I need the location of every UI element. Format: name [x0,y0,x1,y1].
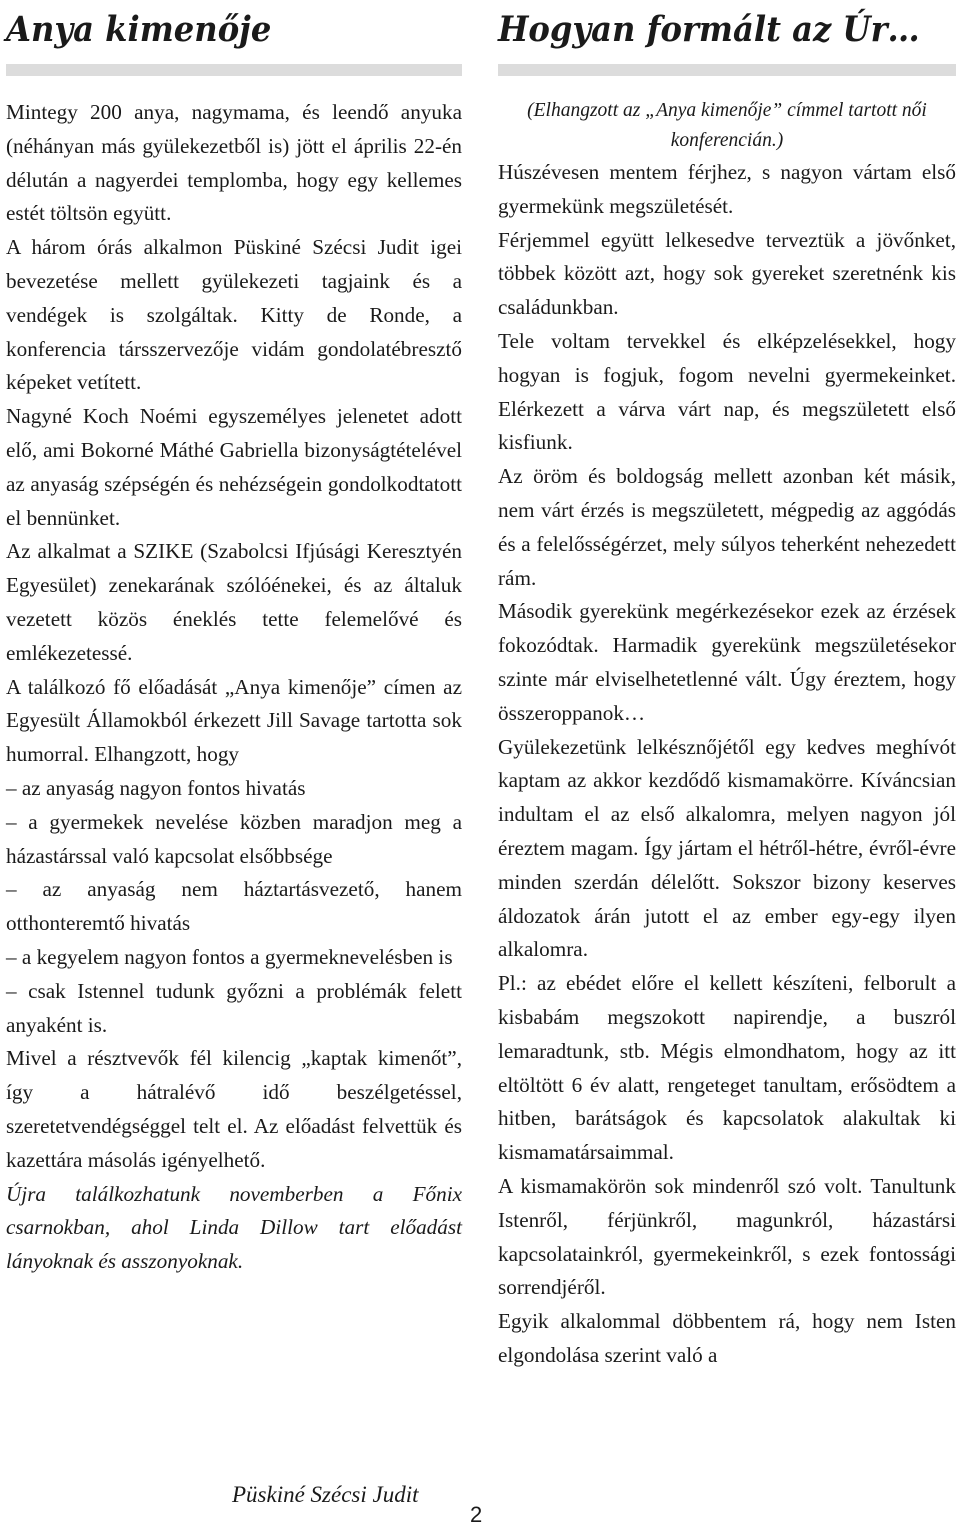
article-title: Anya kimenője [6,9,272,50]
list-item: – csak Istennel tudunk győzni a problémák felett anyaként is. [6,978,462,1037]
paragraph: Mintegy 200 anya, nagymama, és leendő anyuka (néhányan más gyülekezetből is) jött el április 22-én délután a nagyerdei templomba, hogy egy kellemes estét töltsön együtt. [6,100,462,226]
paragraph: Nagyné Koch Noémi egyszemélyes jelenetet adott elő, ami Bokorné Máthé Gabriella bizonyságtételével az anyaság szépségén és nehézségein gondolkodtatott el bennünket. [6,404,462,530]
list-item: – a gyermekek nevelése közben maradjon meg a házastárssal való kapcsolat elsőbbsége [6,809,462,868]
page-number: 2 [470,1502,483,1527]
left-article [6,0,462,1279]
paragraph: Pl.: az ebédet előre el kellett készíteni, felborult a kisbabám megszokott napirendje, a buszról lemaradtunk, stb. Mégis elmondhatom, hogy az itt eltöltött 6 év alatt, rengeteget tanultam, erősödtem a hitben, barátságok és kapcsolatok alakultak ki kismamatársaimmal. [498,971,956,1165]
paragraph: Az alkalmat a SZIKE (Szabolcsi Ifjúsági Keresztyén Egyesület) zenekarának szólóénekei, és az általuk vezetett közös éneklés tette felemelővé és emlékezetessé. [6,539,462,665]
article-body [498,96,956,1373]
paragraph: A kismamakörön sok mindenről szó volt. Tanultunk Istenről, férjünkről, magunkról, házastársi kapcsolatainkról, gyermekeinkről, s ezek fontossági sorrendjéről. [498,1173,956,1300]
list-item: – az anyaság nagyon fontos hivatás [6,775,306,800]
closing-note: Újra találkozhatunk novemberben a Főnix csarnokban, ahol Linda Dillow tart előadást lányoknak és asszonyoknak. [6,1181,462,1274]
list-item: – az anyaság nem háztartásvezető, hanem otthonteremtő hivatás [6,877,462,936]
paragraph: Férjemmel együtt lelkesedve terveztük a jövőnket, többek között azt, hogy sok gyereket szeretnénk kis családunkban. [498,227,956,320]
author-signature: Püskiné Szécsi Judit [232,1482,419,1507]
paragraph: Második gyerekünk megérkezésekor ezek az érzések fokozódtak. Harmadik gyerekünk megszületésekor szinte már elviselhetetlenné vált. Úgy éreztem, hogy összeroppanok… [498,599,956,725]
title-divider-bar [498,64,956,76]
paragraph: Tele voltam tervekkel és elképzelésekkel, hogy hogyan is fogjuk, fogom nevelni gyermekeinket. Elérkezett a várva várt nap, és megszületett első kisfiunk. [498,328,956,455]
right-article [498,0,956,1373]
list-item: – a kegyelem nagyon fontos a gyermeknevelésben is [6,944,453,969]
article-body [6,96,462,1279]
article-title: Hogyan formált az Úr… [498,9,920,50]
paragraph: Húszévesen mentem férjhez, s nagyon vártam első gyermekünk megszületését. [498,160,956,218]
paragraph: Egyik alkalommal döbbentem rá, hogy nem Isten elgondolása szerint való a [498,1309,956,1367]
paragraph: Gyülekezetünk lelkésznőjétől egy kedves meghívót kaptam az akkor kezdődő kismamakörre. Kíváncsian indultam el az első alkalomra, melyen nagyon jól éreztem magam. Így jártam el hétről-hétre, évről-évre minden szerdán délelőtt. Sokszor bizony keserves áldozatok árán jutott el az ember egy-egy ilyen alkalomra. [498,734,956,962]
paragraph: Mivel a résztvevők fél kilencig „kaptak kimenőt”, így a hátralévő idő beszélgetéssel, szeretetvendégséggel telt el. Az előadást felvettük és kazettára másolás igényelhető. [6,1046,462,1172]
paragraph: A három órás alkalmon Püskiné Szécsi Judit igei bevezetése mellett gyülekezeti tagjaink és a vendégek is szolgáltak. Kitty de Ronde, a konferencia társszervezője vidám gondolatébresztő képeket vetített. [6,235,462,395]
article-intro: (Elhangzott az „Anya kimenője” címmel tartott női konferencián.) [527,100,927,151]
paragraph: Az öröm és boldogság mellett azonban két másik, nem várt érzés is megszületett, mégpedig az aggódás és a felelősségérzet, mely súlyos teherként nehezedett rám. [498,464,956,590]
paragraph: A találkozó fő előadását „Anya kimenője” címen az Egyesült Államokból érkezett Jill Savage tartotta sok humorral. Elhangzott, hogy [6,674,462,767]
title-divider-bar [6,64,462,76]
